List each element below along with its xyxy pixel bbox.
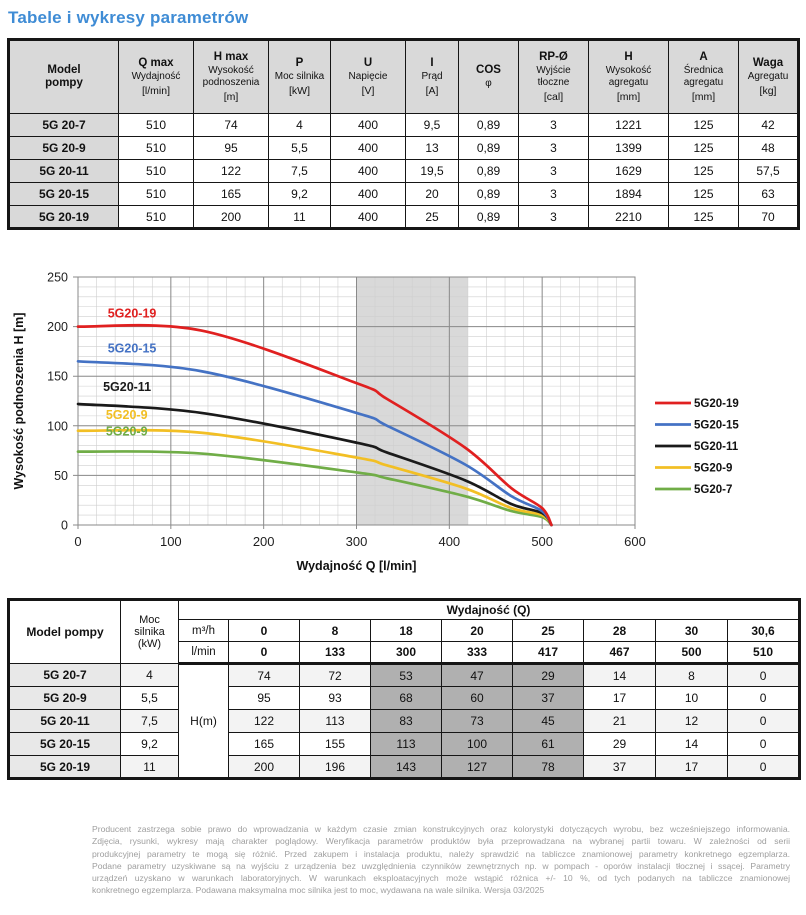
motor-power-cell: 7,5	[121, 710, 179, 733]
table2-row	[9, 687, 800, 710]
table1-value-cell: 1399	[589, 137, 669, 160]
table1-value-cell: 0,89	[459, 160, 519, 183]
pump-parameters-table	[7, 38, 800, 230]
table1-header-cell: H Wysokość agregatu [mm]	[589, 40, 669, 114]
legend-label-5g20-11: 5G20-11	[694, 441, 739, 453]
table1-value-cell: 0,89	[459, 137, 519, 160]
curve-label-5g20-15: 5G20-15	[107, 341, 157, 356]
table1-value-cell: 3	[519, 114, 589, 137]
table1-row	[9, 206, 799, 229]
head-unit-cell: H(m)	[179, 664, 229, 779]
table1-header-cell: H max Wysokość podnoszenia [m]	[194, 40, 269, 114]
table1-value-cell: 2210	[589, 206, 669, 229]
table1-value-cell: 3	[519, 160, 589, 183]
legend-label-5g20-15: 5G20-15	[694, 419, 739, 432]
table1-header-cell: Model pompy	[9, 40, 119, 114]
pump-model-cell: 5G 20-7	[9, 114, 119, 137]
table1-row	[9, 137, 799, 160]
pump-model-cell: 5G 20-15	[9, 733, 121, 756]
head-value-cell: 72	[300, 664, 371, 687]
head-value-cell: 17	[584, 687, 656, 710]
head-value-cell: 122	[229, 710, 300, 733]
table1-value-cell: 400	[331, 114, 406, 137]
table1-value-cell: 9,5	[406, 114, 459, 137]
disclaimer-text	[92, 823, 790, 897]
legend-label-5g20-19: 5G20-19	[694, 398, 739, 410]
head-value-cell: 93	[300, 687, 371, 710]
curve-label-5g20-7: 5G20-9	[105, 424, 148, 439]
table2-flow-value: 8	[300, 620, 371, 642]
head-value-cell: 155	[300, 733, 371, 756]
head-value-cell: 0	[728, 664, 800, 687]
head-value-cell: 21	[584, 710, 656, 733]
table2-header-row	[9, 600, 800, 620]
table1-header-cell: A Średnica agregatu [mm]	[669, 40, 739, 114]
pump-model-cell: 5G 20-19	[9, 756, 121, 779]
motor-power-cell: 4	[121, 664, 179, 687]
head-value-cell: 113	[371, 733, 442, 756]
table1-value-cell: 3	[519, 183, 589, 206]
table2-flow-value: 0	[229, 642, 300, 664]
x-tick-label: 500	[531, 534, 554, 549]
head-value-cell: 83	[371, 710, 442, 733]
head-value-cell: 113	[300, 710, 371, 733]
y-tick-label: 50	[54, 468, 68, 483]
head-value-cell: 95	[229, 687, 300, 710]
pump-model-cell: 5G 20-19	[9, 206, 119, 229]
table1-value-cell: 95	[194, 137, 269, 160]
table2-flow-value: 500	[656, 642, 728, 664]
head-value-cell: 29	[584, 733, 656, 756]
table1-value-cell: 125	[669, 183, 739, 206]
head-value-cell: 200	[229, 756, 300, 779]
table1-value-cell: 0,89	[459, 206, 519, 229]
disclaimer-line: urządzeń uzyskano w warunkach laboratoryjnych. W warunkach eksploatacyjnych może wstąpić różnica +/- 10 %, od tych podanych na tabliczce znamionowej	[92, 873, 790, 884]
table1-value-cell: 200	[194, 206, 269, 229]
head-value-cell: 0	[728, 756, 800, 779]
table1-value-cell: 122	[194, 160, 269, 183]
motor-power-cell: 5,5	[121, 687, 179, 710]
pump-model-cell: 5G 20-9	[9, 687, 121, 710]
table1-value-cell: 63	[739, 183, 799, 206]
pump-model-cell: 5G 20-9	[9, 137, 119, 160]
page-title: Tabele i wykresy parametrów	[8, 8, 249, 27]
table1-value-cell: 125	[669, 206, 739, 229]
head-value-cell: 100	[442, 733, 513, 756]
legend-label-5g20-9: 5G20-9	[694, 462, 733, 475]
table1-value-cell: 510	[119, 137, 194, 160]
table2-flow-value: 30,6	[728, 620, 800, 642]
table1-header-cell: COS φ	[459, 40, 519, 114]
y-tick-label: 0	[61, 518, 68, 533]
table1-header-cell: U Napięcie [V]	[331, 40, 406, 114]
head-value-cell: 37	[584, 756, 656, 779]
table2-flow-value: 30	[656, 620, 728, 642]
x-tick-label: 200	[252, 534, 275, 549]
curve-5g20-9	[78, 430, 551, 525]
table2-flow-value: 333	[442, 642, 513, 664]
table2-flow-value: 18	[371, 620, 442, 642]
table1-row	[9, 160, 799, 183]
table2-model-header: Model pompy	[9, 600, 121, 664]
table1-header-cell: Q max Wydajność [l/min]	[119, 40, 194, 114]
disclaimer-line: konkretnego egzemplarza. Podawana maksymalna moc silnika jest to moc, wydawana na wale silnika. Wersja 03/2025	[92, 885, 545, 896]
table2-power-header: Moc silnika (kW)	[121, 600, 179, 664]
head-value-cell: 17	[656, 756, 728, 779]
table1-value-cell: 0,89	[459, 114, 519, 137]
table2-flow-value: 510	[728, 642, 800, 664]
table1-value-cell: 125	[669, 160, 739, 183]
x-tick-label: 0	[74, 534, 82, 549]
table1-value-cell: 5,5	[269, 137, 331, 160]
head-value-cell: 61	[513, 733, 584, 756]
head-value-cell: 73	[442, 710, 513, 733]
y-tick-label: 100	[47, 419, 68, 434]
table1-value-cell: 3	[519, 206, 589, 229]
head-value-cell: 196	[300, 756, 371, 779]
table2-q-group-header: Wydajność (Q)	[179, 600, 800, 620]
table1-header-cell: Waga Agregatu [kg]	[739, 40, 799, 114]
table2-row	[9, 733, 800, 756]
table1-value-cell: 11	[269, 206, 331, 229]
table2-flow-value: 0	[229, 620, 300, 642]
table1-value-cell: 9,2	[269, 183, 331, 206]
table2-row	[9, 710, 800, 733]
table1-header-row	[9, 40, 799, 114]
x-tick-label: 400	[438, 534, 461, 549]
table1-value-cell: 510	[119, 114, 194, 137]
datasheet-page	[0, 8, 806, 915]
curve-label-5g20-11: 5G20-11	[103, 380, 152, 395]
table2-flow-value: 417	[513, 642, 584, 664]
head-value-cell: 60	[442, 687, 513, 710]
table1-value-cell: 165	[194, 183, 269, 206]
pump-model-cell: 5G 20-11	[9, 160, 119, 183]
table2-flow-value: 28	[584, 620, 656, 642]
curve-label-5g20-19: 5G20-19	[107, 306, 157, 321]
table1-header-cell: I Prąd [A]	[406, 40, 459, 114]
pump-model-cell: 5G 20-11	[9, 710, 121, 733]
table1-value-cell: 1221	[589, 114, 669, 137]
table2-flow-value: 133	[300, 642, 371, 664]
table2-row	[9, 756, 800, 779]
head-value-cell: 0	[728, 687, 800, 710]
x-tick-label: 100	[159, 534, 182, 549]
table1-value-cell: 0,89	[459, 183, 519, 206]
table1-value-cell: 400	[331, 206, 406, 229]
table1-header-cell: RP-Ø Wyjście tłoczne [cal]	[519, 40, 589, 114]
table1-value-cell: 510	[119, 160, 194, 183]
disclaimer-line: Producent zastrzega sobie prawo do wprowadzania w każdym czasie zmian konstrukcyjnych oraz kolorystyki dotyczących wyrobu, bez wcześniejszego informowania.	[92, 824, 790, 834]
table1-value-cell: 510	[119, 206, 194, 229]
pump-model-cell: 5G 20-15	[9, 183, 119, 206]
head-value-cell: 0	[728, 733, 800, 756]
head-value-cell: 127	[442, 756, 513, 779]
table1-value-cell: 74	[194, 114, 269, 137]
table2-flow-value: 25	[513, 620, 584, 642]
y-axis-title: Wysokość podnoszenia H [m]	[12, 312, 26, 490]
head-value-cell: 68	[371, 687, 442, 710]
table1-row	[9, 183, 799, 206]
table2-row	[9, 664, 800, 687]
table2-flow-value: 467	[584, 642, 656, 664]
head-value-cell: 53	[371, 664, 442, 687]
table1-value-cell: 42	[739, 114, 799, 137]
table2-unit-label: l/min	[179, 642, 229, 664]
y-tick-label: 250	[47, 270, 68, 285]
table1-value-cell: 25	[406, 206, 459, 229]
pump-model-cell: 5G 20-7	[9, 664, 121, 687]
table2-flow-value: 20	[442, 620, 513, 642]
head-value-cell: 0	[728, 710, 800, 733]
head-value-cell: 143	[371, 756, 442, 779]
table1-value-cell: 400	[331, 160, 406, 183]
table1-value-cell: 13	[406, 137, 459, 160]
x-axis-title: Wydajność Q [l/min]	[296, 559, 417, 573]
x-tick-label: 300	[345, 534, 368, 549]
head-value-cell: 29	[513, 664, 584, 687]
table1-value-cell: 125	[669, 114, 739, 137]
table1-value-cell: 7,5	[269, 160, 331, 183]
table1-value-cell: 57,5	[739, 160, 799, 183]
y-tick-label: 150	[47, 369, 68, 384]
table2-unit-label: m³/h	[179, 620, 229, 642]
motor-power-cell: 9,2	[121, 733, 179, 756]
disclaimer-line: Podane parametry uzyskiwane są na wyjściu z urządzenia bez uwzględnienia czynników zewnętrznych np. w pompach - oporów instalacji tłocznej i ssącej. Parametry	[92, 860, 790, 871]
table1-value-cell: 19,5	[406, 160, 459, 183]
x-tick-label: 600	[624, 534, 646, 549]
head-value-cell: 45	[513, 710, 584, 733]
motor-power-cell: 11	[121, 756, 179, 779]
table1-header-cell: P Moc silnika [kW]	[269, 40, 331, 114]
table1-row	[9, 114, 799, 137]
table1-value-cell: 1894	[589, 183, 669, 206]
table1-value-cell: 125	[669, 137, 739, 160]
pump-curves-chart	[7, 263, 799, 598]
head-value-cell: 37	[513, 687, 584, 710]
table1-value-cell: 48	[739, 137, 799, 160]
y-tick-label: 200	[47, 320, 68, 335]
head-value-cell: 165	[229, 733, 300, 756]
disclaimer-line: Zdjęcia, rysunki, wykresy mają charakter poglądowy. Weryfikacja parametrów produktów była przeprowadzana na wybranej partii towaru. W zależności od serii	[92, 836, 790, 847]
curve-label-5g20-9: 5G20-9	[105, 407, 148, 422]
table2-flow-value: 300	[371, 642, 442, 664]
head-value-cell: 47	[442, 664, 513, 687]
curve-5g20-11	[78, 404, 551, 525]
table1-value-cell: 3	[519, 137, 589, 160]
head-value-cell: 74	[229, 664, 300, 687]
table1-value-cell: 510	[119, 183, 194, 206]
head-value-cell: 14	[584, 664, 656, 687]
table1-value-cell: 1629	[589, 160, 669, 183]
disclaimer-line: produkcyjnej parametry te mogą się różnić. Przed zakupem i instalacja produktu, należy sprawdzić na tabliczce znamionowej parametry konkretnego egzemplarza.	[92, 848, 790, 859]
table1-value-cell: 70	[739, 206, 799, 229]
head-value-cell: 8	[656, 664, 728, 687]
legend-label-5g20-7: 5G20-7	[694, 484, 733, 496]
head-value-cell: 12	[656, 710, 728, 733]
head-value-cell: 78	[513, 756, 584, 779]
head-value-cell: 10	[656, 687, 728, 710]
pump-curves-svg	[7, 263, 799, 598]
table1-value-cell: 400	[331, 137, 406, 160]
table1-value-cell: 400	[331, 183, 406, 206]
table1-value-cell: 4	[269, 114, 331, 137]
head-value-cell: 14	[656, 733, 728, 756]
table1-value-cell: 20	[406, 183, 459, 206]
pump-performance-table	[7, 598, 801, 780]
